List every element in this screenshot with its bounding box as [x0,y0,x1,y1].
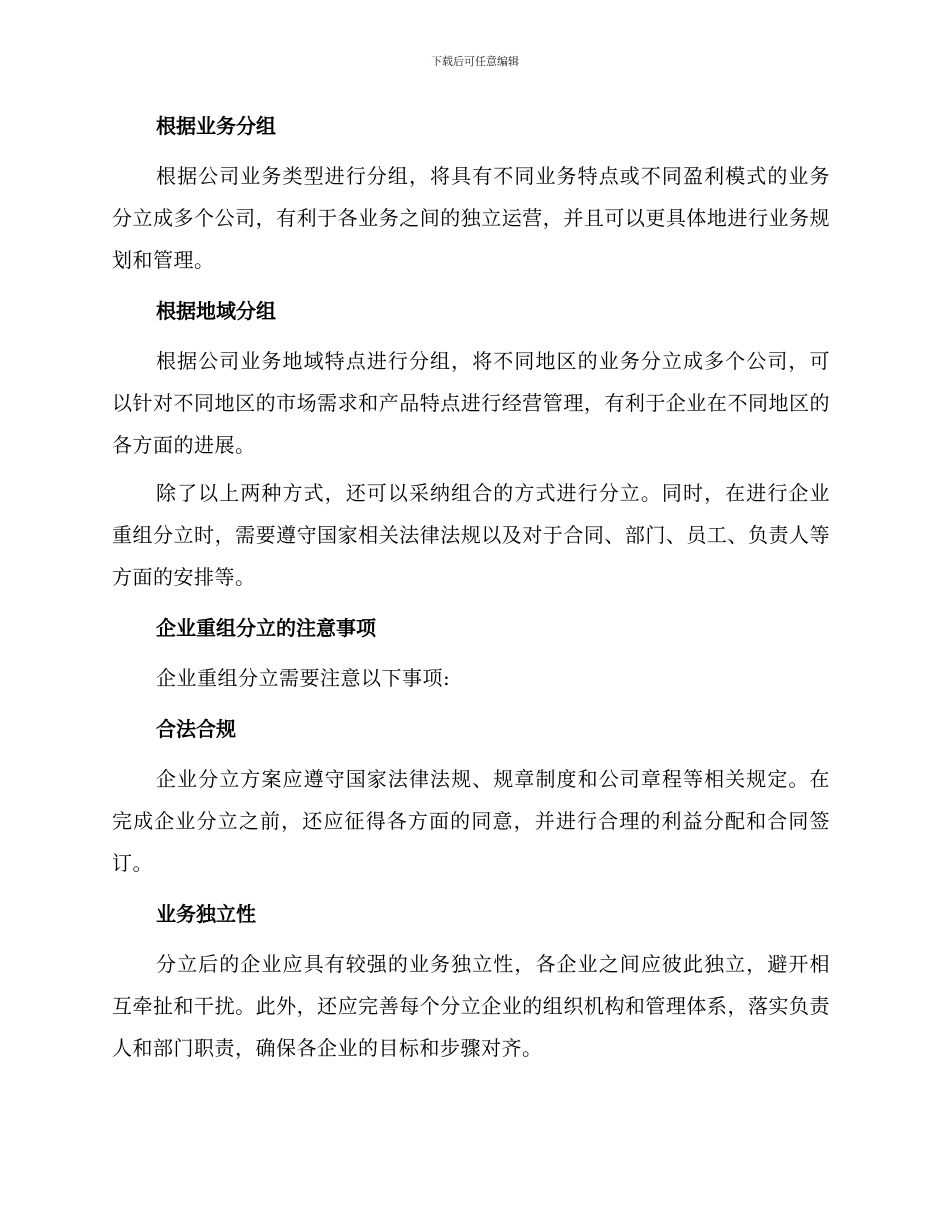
paragraph-compliance: 企业分立方案应遵守国家法律法规、规章制度和公司章程等相关规定。在完成企业分立之前，还应征得各方面的同意，并进行合理的利益分配和合同签订。 [112,767,830,875]
section-heading-business-grouping: 根据业务分组 [156,114,276,138]
page-header: 下载后可任意编辑 [431,55,519,68]
paragraph-business-grouping: 根据公司业务类型进行分组，将具有不同业务特点或不同盈利模式的业务分立成多个公司，有利于各业务之间的独立运营，并且可以更具体地进行业务规划和管理。 [112,164,830,272]
paragraph-combined-approach: 除了以上两种方式，还可以采纳组合的方式进行分立。同时，在进行企业重组分立时，需要遵守国家相关法律法规以及对于合同、部门、员工、负责人等方面的安排等。 [112,481,830,589]
section-heading-compliance: 合法合规 [156,717,236,741]
section-heading-precautions: 企业重组分立的注意事项 [156,616,376,640]
paragraph-precautions-intro: 企业重组分立需要注意以下事项: [156,666,451,690]
document-body [112,110,830,1069]
paragraph-region-grouping: 根据公司业务地域特点进行分组，将不同地区的业务分立成多个公司，可以针对不同地区的市场需求和产品特点进行经营管理，有利于企业在不同地区的各方面的进展。 [112,349,830,457]
paragraph-independence: 分立后的企业应具有较强的业务独立性，各企业之间应彼此独立，避开相互牵扯和干扰。此外，还应完善每个分立企业的组织机构和管理体系，落实负责人和部门职责，确保各企业的目标和步骤对齐。 [112,952,830,1060]
section-heading-region-grouping: 根据地域分组 [156,299,276,323]
section-heading-independence: 业务独立性 [156,902,256,926]
